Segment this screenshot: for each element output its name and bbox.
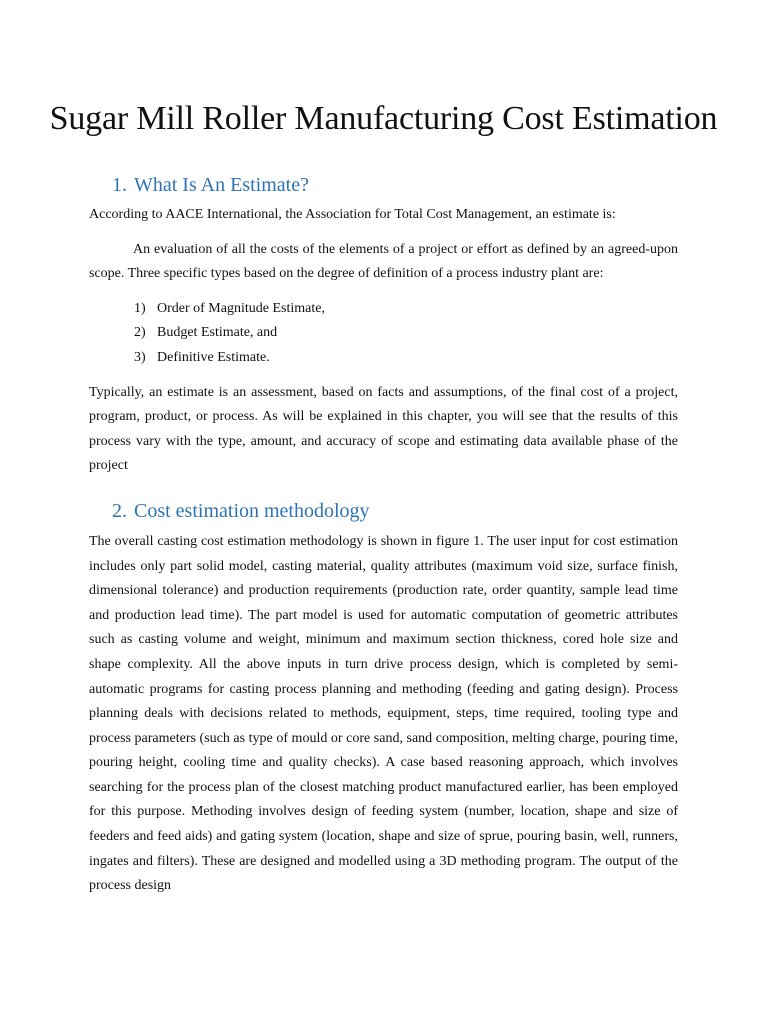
list-marker: 2): [134, 325, 146, 341]
section-heading-text: Cost estimation methodology: [134, 499, 370, 522]
document-title: Sugar Mill Roller Manufacturing Cost Estimation: [49, 100, 718, 137]
list-item-text: Order of Magnitude Estimate,: [157, 300, 325, 316]
section-number: 2.: [112, 499, 127, 522]
section-heading-cost-estimation-methodology: [89, 497, 678, 525]
intro-paragraph: According to AACE International, the Association for Total Cost Management, an estimate is:: [89, 207, 616, 222]
section-heading-what-is-an-estimate: [89, 171, 678, 199]
section-heading-text: What Is An Estimate?: [134, 174, 309, 196]
list-marker: 1): [134, 300, 146, 316]
definition-quote: An evaluation of all the costs of the elements of a project or effort as defined by an agreed-upon scope. Three specific types based on the degree of definition of a process industry plant are:: [89, 241, 678, 282]
list-item-text: Definitive Estimate.: [157, 349, 270, 365]
list-item: [134, 321, 678, 346]
list-marker: 3): [134, 349, 146, 365]
estimate-summary-paragraph: Typically, an estimate is an assessment, based on facts and assumptions, of the final cost of a project, program, product, or process. As will be explained in this chapter, you will see that the results of this process vary with the type, amount, and accuracy of scope and estimating data available phase of the project: [89, 384, 678, 474]
list-item: [134, 346, 678, 371]
list-item-text: Budget Estimate, and: [157, 325, 278, 341]
estimate-types-list: [89, 297, 678, 371]
document-page: [49, 88, 718, 899]
section-number: 1.: [112, 174, 127, 196]
methodology-paragraph: The overall casting cost estimation methodology is shown in figure 1. The user input for cost estimation includes only part solid model, casting material, quality attributes (maximum void size, surface finish, dimensional tolerance) and production requirements (production rate, order quantity, sample lead time and production lead time). The part model is used for automatic computation of geometric attributes such as casting volume and weight, minimum and maximum section thickness, cored hole size and shape complexity. All the above inputs in turn drive process design, which is completed by semi-automatic programs for casting process planning and methoding (feeding and gating design). Process planning deals with decisions related to methods, equipment, steps, time required, tooling type and process parameters (such as type of mould or core sand, sand composition, melting charge, pouring time, pouring height, cooling time and quality checks). A case based reasoning approach, which involves searching for the process plan of the closest matching product manufactured earlier, has been employed for this purpose. Methoding involves design of feeding system (number, location, shape and size of feeders and feed aids) and gating system (location, shape and size of sprue, pouring basin, well, runners, ingates and filters). These are designed and modelled using a 3D methoding program. The output of the process design: [89, 533, 678, 894]
list-item: [134, 297, 678, 322]
